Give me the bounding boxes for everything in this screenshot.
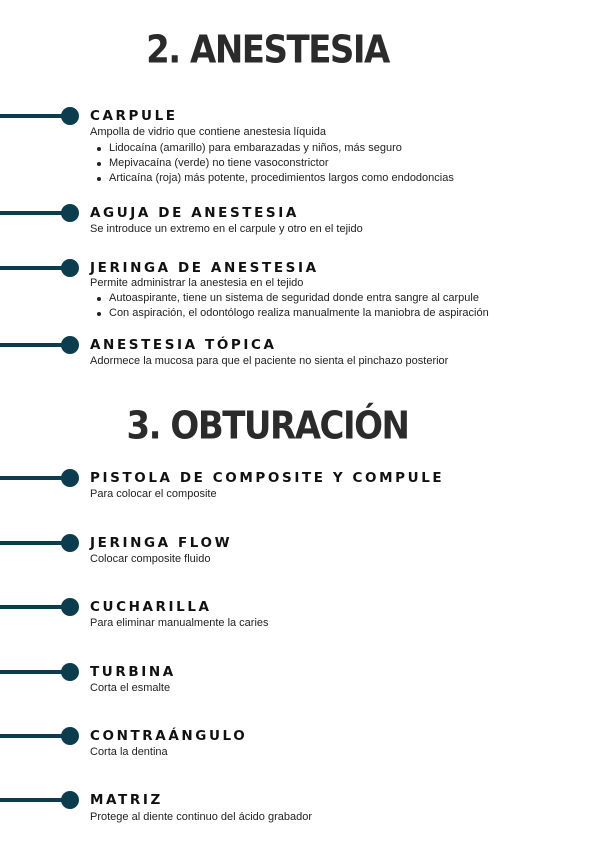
timeline-connector	[0, 670, 66, 674]
item-description: Para eliminar manualmente la caries	[90, 617, 269, 629]
timeline-dot	[61, 336, 79, 354]
timeline-dot	[61, 791, 79, 809]
section-title-anestesia: 2. ANESTESIA	[146, 27, 389, 73]
timeline-dot	[61, 107, 79, 125]
item-title: MATRIZ	[90, 792, 163, 808]
timeline-dot	[61, 663, 79, 681]
timeline-connector	[0, 343, 66, 347]
item-title: ANESTESIA TÓPICA	[90, 337, 277, 353]
item-description: Protege al diente continuo del ácido grabador	[90, 811, 312, 823]
item-title: CONTRAÁNGULO	[90, 728, 248, 744]
timeline-dot	[61, 469, 79, 487]
item-description: Permite administrar la anestesia en el tejido	[90, 277, 304, 289]
item-title: PISTOLA DE COMPOSITE Y COMPULE	[90, 470, 445, 486]
item-description: Corta la dentina	[90, 746, 168, 758]
item-title: TURBINA	[90, 664, 176, 680]
item-description: Corta el esmalte	[90, 682, 171, 694]
timeline-dot	[61, 204, 79, 222]
bullet-item: Articaína (roja) más potente, procedimientos largos como endodoncias	[90, 171, 454, 186]
timeline-connector	[0, 541, 66, 545]
bullet-item: Mepivacaína (verde) no tiene vasoconstrictor	[90, 156, 454, 171]
bullet-item: Autoaspirante, tiene un sistema de seguridad donde entra sangre al carpule	[90, 291, 489, 306]
bullet-list	[90, 141, 454, 186]
bullet-list	[90, 291, 489, 321]
item-title: AGUJA DE ANESTESIA	[90, 205, 299, 221]
item-title: CARPULE	[90, 108, 178, 124]
timeline-connector	[0, 734, 66, 738]
item-description: Para colocar el composite	[90, 488, 217, 500]
timeline-dot	[61, 534, 79, 552]
timeline-connector	[0, 798, 66, 802]
bullet-item: Lidocaína (amarillo) para embarazadas y niños, más seguro	[90, 141, 454, 156]
item-description: Ampolla de vidrio que contiene anestesia líquida	[90, 126, 327, 138]
timeline-connector	[0, 211, 66, 215]
section-title-obturacion: 3. OBTURACIÓN	[126, 403, 409, 449]
item-title: CUCHARILLA	[90, 599, 212, 615]
item-title: JERINGA FLOW	[90, 535, 233, 551]
item-description: Adormece la mucosa para que el paciente no sienta el pinchazo posterior	[90, 355, 449, 367]
bullet-item: Con aspiración, el odontólogo realiza manualmente la maniobra de aspiración	[90, 306, 489, 321]
timeline-dot	[61, 727, 79, 745]
timeline-connector	[0, 605, 66, 609]
item-title: JERINGA DE ANESTESIA	[90, 260, 319, 276]
timeline-connector	[0, 476, 66, 480]
item-description: Se introduce un extremo en el carpule y otro en el tejido	[90, 223, 363, 235]
timeline-dot	[61, 598, 79, 616]
timeline-dot	[61, 259, 79, 277]
item-description: Colocar composite fluido	[90, 553, 211, 565]
timeline-connector	[0, 266, 66, 270]
timeline-connector	[0, 114, 66, 118]
